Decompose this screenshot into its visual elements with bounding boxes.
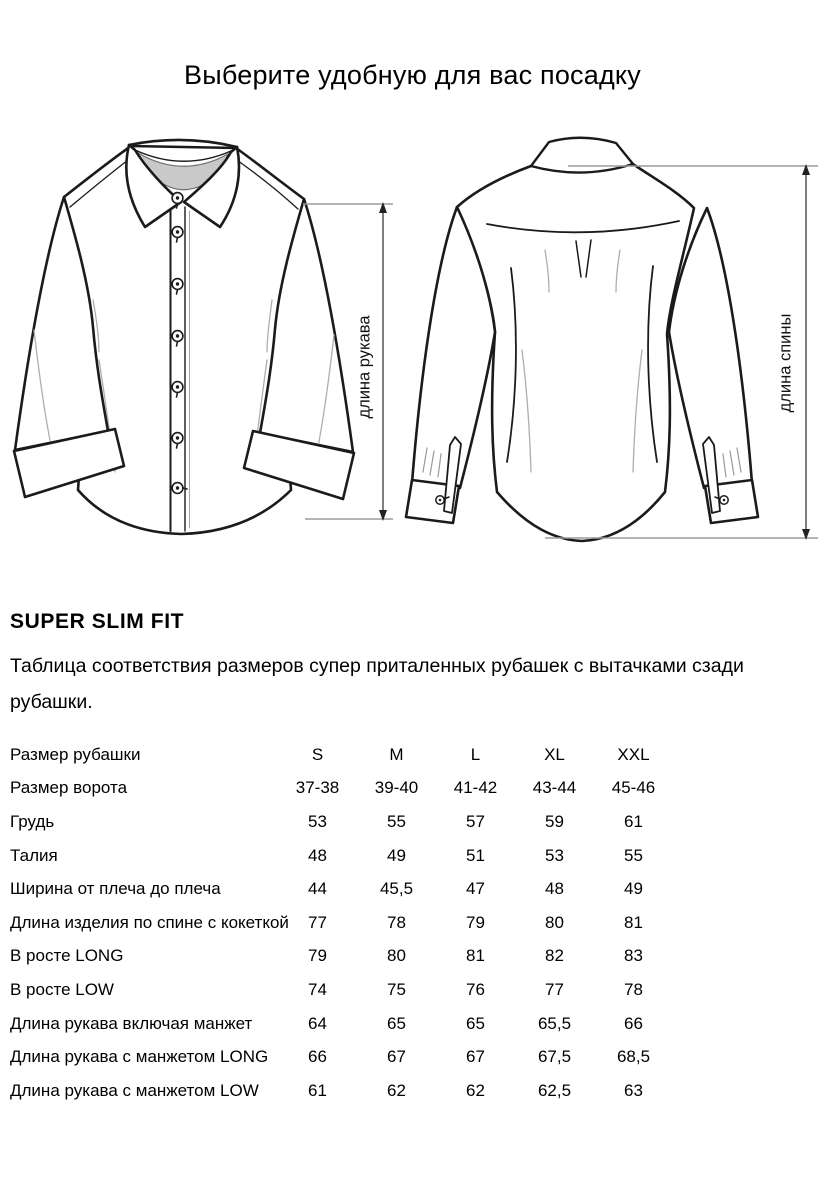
size-value: 62,5 bbox=[537, 1080, 572, 1100]
table-row bbox=[10, 772, 680, 806]
size-value: 82 bbox=[545, 946, 564, 966]
table-row bbox=[10, 872, 680, 906]
size-value: 62 bbox=[466, 1080, 485, 1100]
size-value: 64 bbox=[308, 1013, 327, 1033]
size-value: 55 bbox=[387, 811, 406, 831]
size-value: 79 bbox=[466, 912, 485, 932]
back-collar bbox=[531, 138, 633, 173]
row-label: Ширина от плеча до плеча bbox=[10, 879, 221, 899]
size-value: 77 bbox=[545, 979, 564, 999]
size-value: 45-46 bbox=[611, 778, 656, 798]
size-value: 55 bbox=[624, 845, 643, 865]
size-value: 67,5 bbox=[537, 1047, 572, 1067]
row-label: Длина рукава включая манжет bbox=[10, 1013, 253, 1033]
size-value: L bbox=[470, 744, 481, 764]
fit-name-heading: SUPER SLIM FIT bbox=[10, 610, 185, 633]
sleeve-length-label: длина рукава bbox=[355, 315, 374, 419]
table-row bbox=[10, 1007, 680, 1041]
size-value: 48 bbox=[308, 845, 327, 865]
size-value: 81 bbox=[466, 946, 485, 966]
row-label: Длина рукава с манжетом LOW bbox=[10, 1080, 259, 1100]
table-row bbox=[10, 906, 680, 940]
size-value: 49 bbox=[624, 879, 643, 899]
size-value: 78 bbox=[387, 912, 406, 932]
size-value: 78 bbox=[624, 979, 643, 999]
size-value: 61 bbox=[308, 1080, 327, 1100]
row-label: В росте LOW bbox=[10, 979, 114, 999]
table-row bbox=[10, 738, 680, 772]
size-value: 76 bbox=[466, 979, 485, 999]
size-value: 66 bbox=[308, 1047, 327, 1067]
size-value: 77 bbox=[308, 912, 327, 932]
size-value: 53 bbox=[545, 845, 564, 865]
row-label: Длина изделия по спине с кокеткой bbox=[10, 912, 289, 932]
shirt-back-drawing bbox=[406, 138, 758, 541]
size-value: 47 bbox=[466, 879, 485, 899]
size-value: 39-40 bbox=[374, 778, 419, 798]
size-table bbox=[10, 738, 680, 1108]
size-value: 62 bbox=[387, 1080, 406, 1100]
size-value: 59 bbox=[545, 811, 564, 831]
row-label: Размер ворота bbox=[10, 778, 128, 798]
row-label: Талия bbox=[10, 845, 58, 865]
size-value: 45,5 bbox=[379, 879, 414, 899]
size-value: 57 bbox=[466, 811, 485, 831]
row-label: Длина рукава с манжетом LONG bbox=[10, 1047, 269, 1067]
size-value: 44 bbox=[308, 879, 327, 899]
size-value: 67 bbox=[387, 1047, 406, 1067]
size-value: 66 bbox=[624, 1013, 643, 1033]
size-value: 79 bbox=[308, 946, 327, 966]
table-row bbox=[10, 1040, 680, 1074]
size-value: 37-38 bbox=[295, 778, 340, 798]
size-value: 75 bbox=[387, 979, 406, 999]
table-row bbox=[10, 940, 680, 974]
size-value: 80 bbox=[387, 946, 406, 966]
size-value: 63 bbox=[624, 1080, 643, 1100]
size-value: 65,5 bbox=[537, 1013, 572, 1033]
table-row bbox=[10, 1074, 680, 1108]
fit-description: Таблица соответствия размеров супер приталенных рубашек с вытачками сзади рубашки. bbox=[10, 655, 744, 713]
row-label: В росте LONG bbox=[10, 946, 124, 966]
size-value: XL bbox=[544, 744, 565, 764]
back-length-label: длина спины bbox=[776, 313, 795, 413]
size-value: 41-42 bbox=[453, 778, 498, 798]
table-row bbox=[10, 839, 680, 873]
size-value: 48 bbox=[545, 879, 564, 899]
size-value: 83 bbox=[624, 946, 643, 966]
size-value: M bbox=[389, 744, 404, 764]
size-value: 61 bbox=[624, 811, 643, 831]
size-value: 80 bbox=[545, 912, 564, 932]
size-value: S bbox=[311, 744, 324, 764]
page-title: Выберите удобную для вас посадку bbox=[184, 60, 641, 91]
table-row bbox=[10, 973, 680, 1007]
row-label: Размер рубашки bbox=[10, 744, 141, 764]
size-value: 51 bbox=[466, 845, 485, 865]
row-label: Грудь bbox=[10, 811, 55, 831]
size-value: 74 bbox=[308, 979, 327, 999]
size-value: 53 bbox=[308, 811, 327, 831]
size-value: 65 bbox=[466, 1013, 485, 1033]
shirt-front-drawing bbox=[14, 140, 354, 534]
table-row bbox=[10, 805, 680, 839]
size-value: 68,5 bbox=[616, 1047, 651, 1067]
size-value: XXL bbox=[617, 744, 650, 764]
size-value: 49 bbox=[387, 845, 406, 865]
size-value: 81 bbox=[624, 912, 643, 932]
size-value: 65 bbox=[387, 1013, 406, 1033]
size-value: 67 bbox=[466, 1047, 485, 1067]
size-value: 43-44 bbox=[532, 778, 577, 798]
